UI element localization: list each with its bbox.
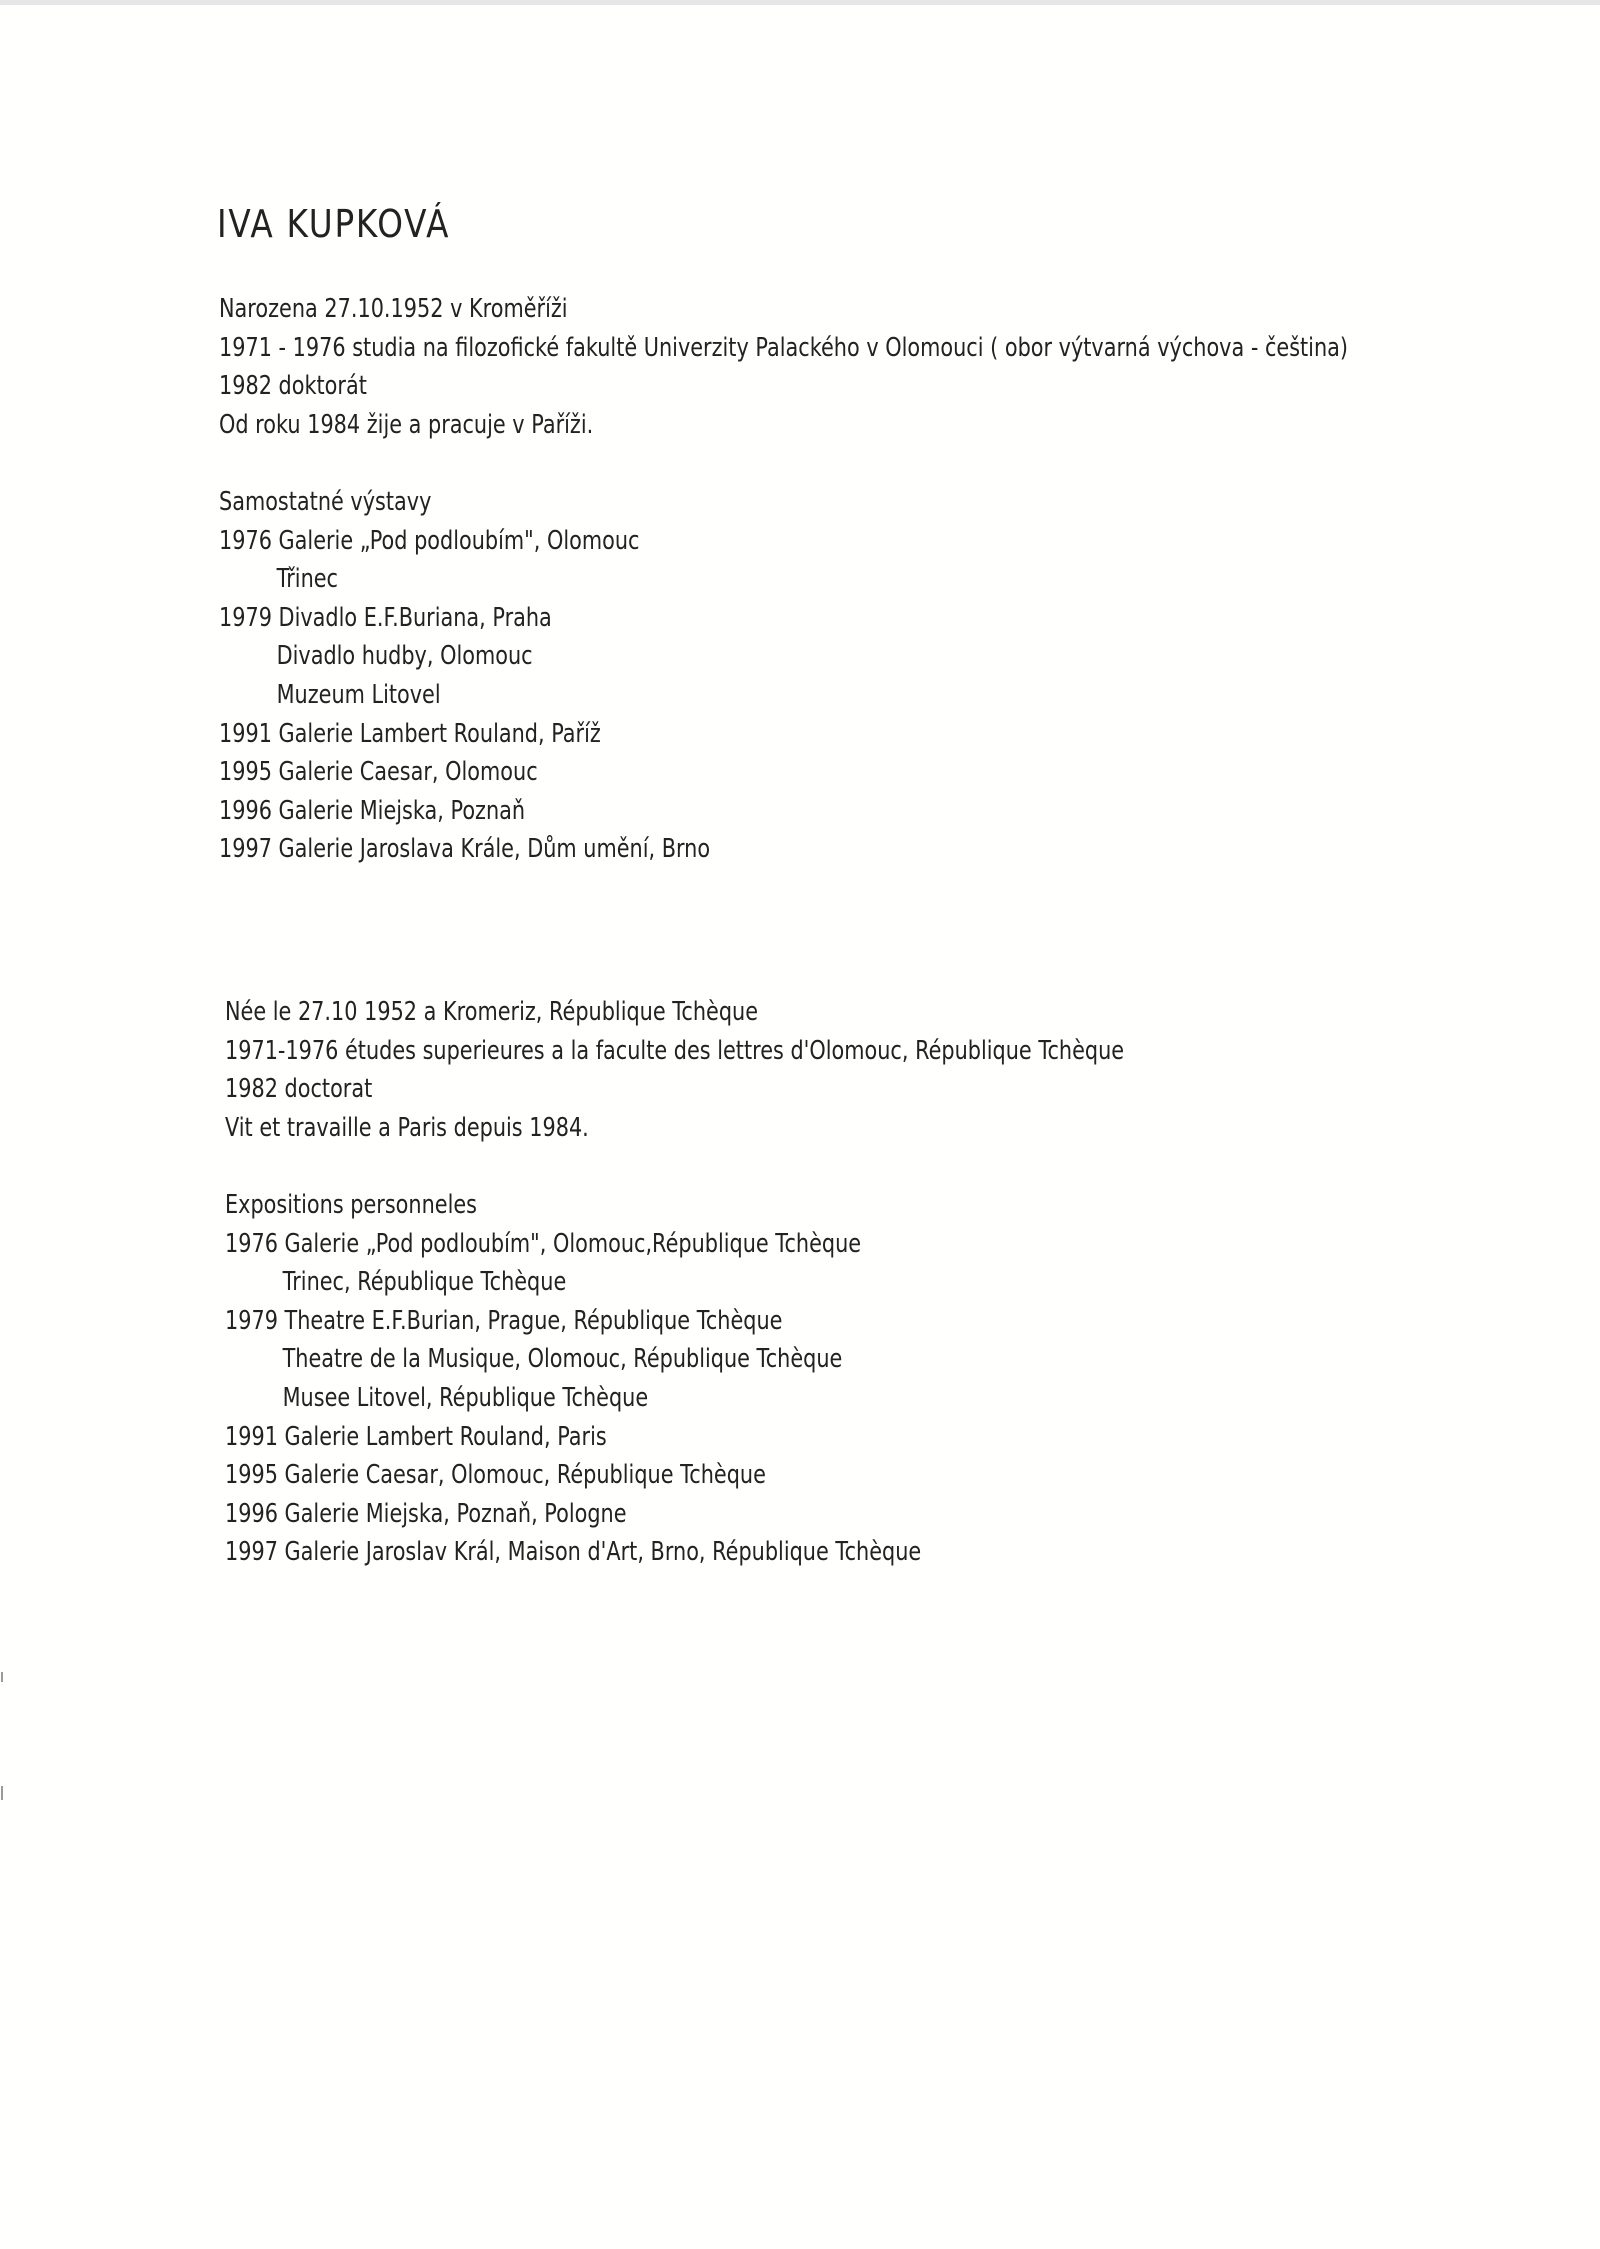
czech-exhibition-item: Třinec [276, 564, 338, 595]
czech-exhibition-item: Muzeum Litovel [276, 679, 441, 710]
czech-exhibition-item: 1979 Divadlo E.F.Buriana, Praha [219, 602, 552, 633]
czech-bio-line: Narozena 27.10.1952 v Kroměříži [219, 294, 568, 324]
french-bio-line: 1971-1976 études superieures a la faculte des lettres d'Olomouc, République Tchèque [225, 1035, 1125, 1066]
top-edge-shadow [0, 0, 1600, 5]
czech-exhibitions-heading: Samostatné výstavy [219, 486, 432, 517]
czech-exhibition-item: Divadlo hudby, Olomouc [276, 641, 533, 672]
french-exhibitions-heading: Expositions personneles [225, 1189, 477, 1220]
french-exhibition-item: 1995 Galerie Caesar, Olomouc, République Tchèque [225, 1460, 766, 1491]
french-bio-line: 1982 doctorat [225, 1074, 373, 1105]
page-title: IVA KUPKOVÁ [217, 202, 451, 246]
binding-mark [1, 1672, 3, 1682]
french-exhibition-item: Theatre de la Musique, Olomouc, République Tchèque [282, 1344, 843, 1375]
french-exhibition-item: Trinec, République Tchèque [282, 1267, 567, 1298]
czech-exhibition-item: 1976 Galerie „Pod podloubím", Olomouc [219, 525, 640, 556]
french-bio-line: Née le 27.10 1952 a Kromeriz, République Tchèque [225, 997, 759, 1027]
french-exhibition-item: 1991 Galerie Lambert Rouland, Paris [225, 1421, 607, 1452]
french-exhibition-item: Musee Litovel, République Tchèque [282, 1382, 649, 1413]
french-exhibition-item: 1996 Galerie Miejska, Poznaň, Pologne [225, 1498, 627, 1529]
czech-exhibition-item: 1997 Galerie Jaroslava Krále, Dům umění, Brno [219, 834, 711, 865]
czech-bio-line: 1982 doktorát [219, 371, 367, 402]
czech-bio-line: Od roku 1984 žije a pracuje v Paříži. [219, 409, 594, 440]
czech-bio-line: 1971 - 1976 studia na filozofické fakultě Univerzity Palackého v Olomouci ( obor výtvarná výchova - čeština) [219, 332, 1349, 363]
french-bio-line: Vit et travaille a Paris depuis 1984. [225, 1112, 589, 1143]
binding-mark [1, 1786, 3, 1800]
czech-section [219, 290, 1348, 869]
czech-exhibition-item: 1995 Galerie Caesar, Olomouc [219, 757, 538, 788]
french-exhibition-item: 1976 Galerie „Pod podloubím", Olomouc,République Tchèque [225, 1228, 862, 1259]
czech-exhibition-item: 1991 Galerie Lambert Rouland, Paříž [219, 718, 601, 749]
french-exhibition-item: 1979 Theatre E.F.Burian, Prague, République Tchèque [225, 1305, 783, 1336]
french-exhibition-item: 1997 Galerie Jaroslav Král, Maison d'Art, Brno, République Tchèque [225, 1537, 922, 1568]
french-section [225, 993, 1124, 1572]
czech-exhibition-item: 1996 Galerie Miejska, Poznaň [219, 795, 526, 826]
